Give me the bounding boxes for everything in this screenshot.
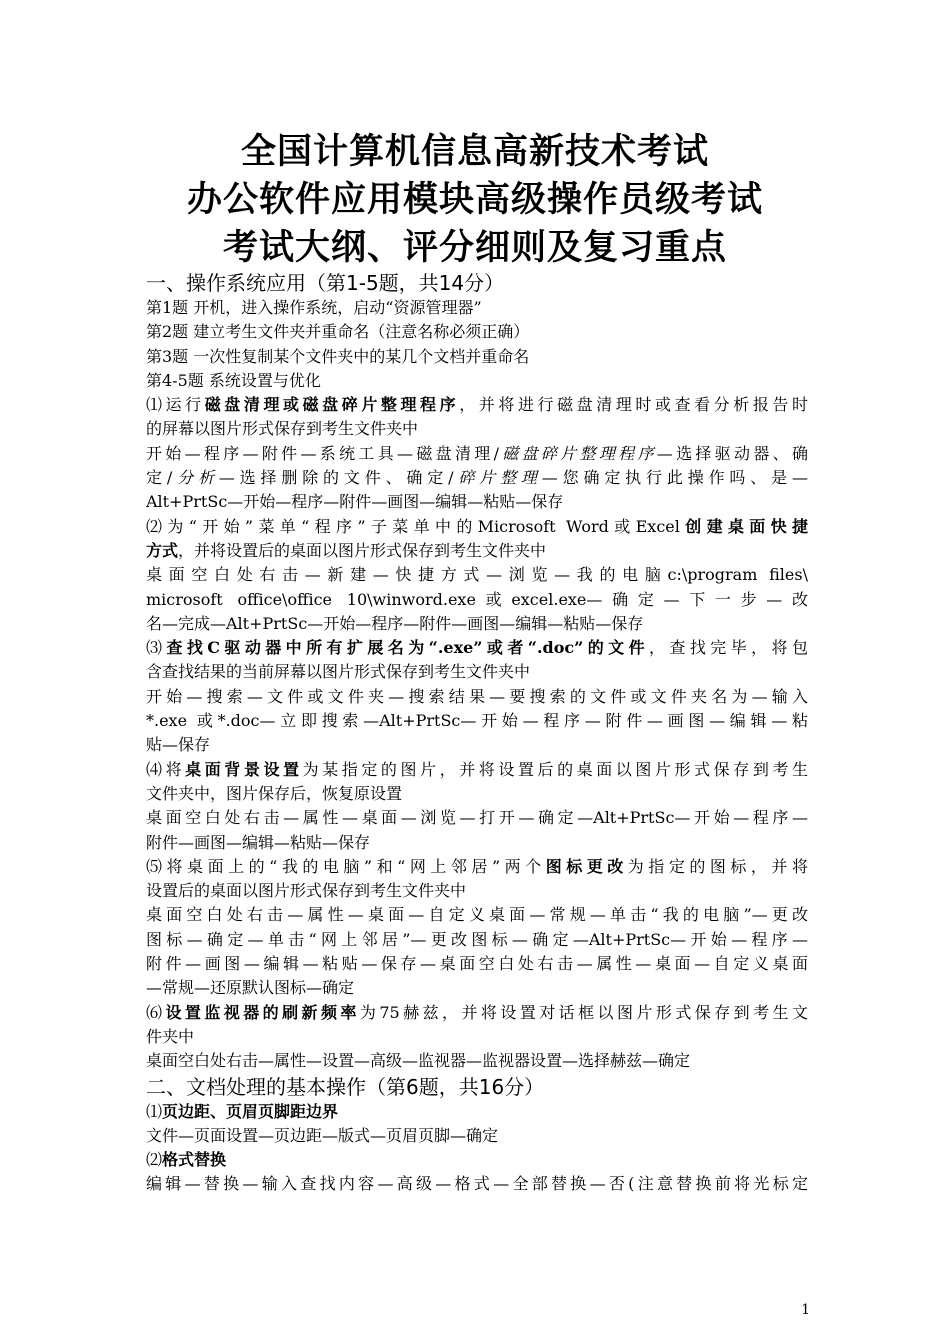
text-line: 文件夹中，图片保存后，恢复原设置 (146, 783, 403, 803)
text-line: 桌面空白处右击—属性—桌面—浏览—打开—确定—Alt+PrtSc—开始—程序— (146, 808, 808, 828)
bold-text: 磁盘清理或磁盘碎片整理程序 (204, 395, 460, 415)
text-line: microsoft office\office 10\winword.exe或excel.exe—确定—下一步—改 (146, 589, 808, 609)
text-run: —选择驱动器、确 (656, 443, 808, 463)
text-line (146, 1148, 808, 1172)
text-line: 第3题 一次性复制某个文件夹中的某几个文档并重命名 (146, 346, 530, 366)
italic-text: 分析 (172, 468, 219, 488)
text-line: 桌面空白处右击—属性—桌面—自定义桌面—常规—单击“我的电脑”—更改 (146, 905, 808, 925)
text-line (146, 466, 808, 490)
page-number: 1 (801, 1302, 810, 1318)
italic-text: 碎片整理 (453, 468, 542, 488)
text-line (146, 393, 808, 417)
text-run: ⑶ (146, 638, 167, 658)
bold-text: 方式 (146, 540, 179, 560)
text-line: 文件—页面设置—页边距—版式—页眉页脚—确定 (146, 1125, 499, 1145)
text-line: 桌面空白处右击—属性—设置—高级—监视器—监视器设置—选择赫兹—确定 (146, 1051, 691, 1071)
bold-text: 格式替换 (162, 1150, 227, 1170)
text-run: ，并将设置后的桌面以图片形式保存到考生文件夹中 (178, 540, 547, 560)
text-line (146, 1001, 808, 1025)
section-heading: 二、文档处理的基本操作（第6题，共16分） (146, 1074, 545, 1099)
text-line: 附件—画图—编辑—粘贴—保存 (146, 832, 371, 852)
bold-text: 桌面背景设置 (185, 759, 303, 779)
text-line: Alt+PrtSc—开始—程序—附件—画图—编辑—粘贴—保存 (146, 492, 564, 512)
text-line (146, 636, 808, 660)
text-line (146, 855, 808, 879)
title-line-1: 全国计算机信息高新技术考试 (240, 132, 709, 172)
text-run: ⑴ (146, 1101, 163, 1121)
text-run: 开始—程序—附件—系统工具—磁盘清理/ (146, 443, 499, 463)
text-line: 名—完成—Alt+PrtSc—开始—程序—附件—画图—编辑—粘贴—保存 (146, 613, 644, 633)
text-line: 设置后的桌面以图片形式保存到考生文件夹中 (146, 881, 467, 901)
text-run: 为指定的图标，并将 (627, 856, 808, 876)
bold-text: 设置监视器的刷新频率 (165, 1002, 360, 1022)
text-run: 定/ (146, 468, 173, 488)
bold-text: 图标更改 (545, 856, 628, 876)
text-run: 为75赫兹，并将设置对话框以图片形式保存到考生文 (359, 1002, 808, 1022)
text-line: *.exe 或*.doc—立即搜索—Alt+PrtSc—开始—程序—附件—画图—编辑—粘 (146, 711, 808, 731)
title-line-2: 办公软件应用模块高级操作员级考试 (186, 180, 763, 220)
text-line: 开始—搜索—文件或文件夹—搜索结果—要搜索的文件或文件夹名为—输入 (146, 686, 808, 706)
text-line: 含查找结果的当前屏幕以图片形式保存到考生文件夹中 (146, 662, 531, 682)
text-run: ⑷将 (146, 759, 186, 779)
text-line (146, 758, 808, 782)
text-line: 件夹中 (146, 1026, 195, 1046)
text-line: 桌面空白处右击—新建—快捷方式—浏览—我的电脑c:\program files\ (146, 565, 808, 585)
text-run: —您确定执行此操作吗、是— (541, 468, 808, 488)
text-run: ⑴运行 (146, 395, 205, 415)
title-line-3: 考试大纲、评分细则及复习重点 (222, 228, 727, 268)
section-heading: 一、操作系统应用（第1-5题，共14分） (146, 271, 505, 295)
text-line (146, 1100, 808, 1124)
text-line: —常规—还原默认图标—确定 (146, 978, 355, 998)
text-run: 为某指定的图片，并将设置后的桌面以图片形式保存到考生 (302, 759, 808, 779)
text-line: 的屏幕以图片形式保存到考生文件夹中 (146, 419, 419, 439)
text-line (146, 539, 808, 563)
italic-text: 磁盘碎片整理程序 (498, 443, 657, 463)
text-run: ⑵ (146, 1150, 163, 1170)
text-line: 编辑—替换—输入查找内容—高级—格式—全部替换—否(注意替换前将光标定 (146, 1174, 808, 1194)
text-line (146, 442, 808, 466)
text-run: ⑵为“开始”菜单“程序”子菜单中的Microsoft Word或Excel (146, 516, 680, 536)
text-run: ，并将进行磁盘清理时或查看分析报告时 (459, 395, 808, 415)
text-line: 第1题 开机，进入操作系统，启动“资源管理器” (146, 298, 482, 317)
text-line (146, 515, 808, 539)
title-block (0, 128, 950, 272)
text-line: 贴—保存 (146, 735, 211, 755)
text-line: 第4-5题 系统设置与优化 (146, 370, 321, 390)
text-line: 附件—画图—编辑—粘贴—保存—桌面空白处右击—属性—桌面—自定义桌面 (146, 954, 808, 974)
text-run: —选择删除的文件、确定/ (218, 468, 454, 488)
text-line: 第2题 建立考生文件夹并重命名（注意名称必须正确） (146, 322, 530, 342)
text-run: ，查找完毕，将包 (649, 638, 808, 658)
text-line: 图标—确定—单击“网上邻居”—更改图标—确定—Alt+PrtSc—开始—程序— (146, 929, 808, 949)
document-body (146, 270, 808, 1197)
bold-text: 查找C驱动器中所有扩展名为“.exe”或者“.doc”的文件 (166, 638, 650, 658)
bold-text: 创建桌面快捷 (679, 516, 808, 536)
text-run: ⑸将桌面上的“我的电脑”和“网上邻居”两个 (146, 856, 546, 876)
text-run: ⑹ (146, 1002, 166, 1022)
bold-text: 页边距、页眉页脚距边界 (162, 1101, 339, 1121)
